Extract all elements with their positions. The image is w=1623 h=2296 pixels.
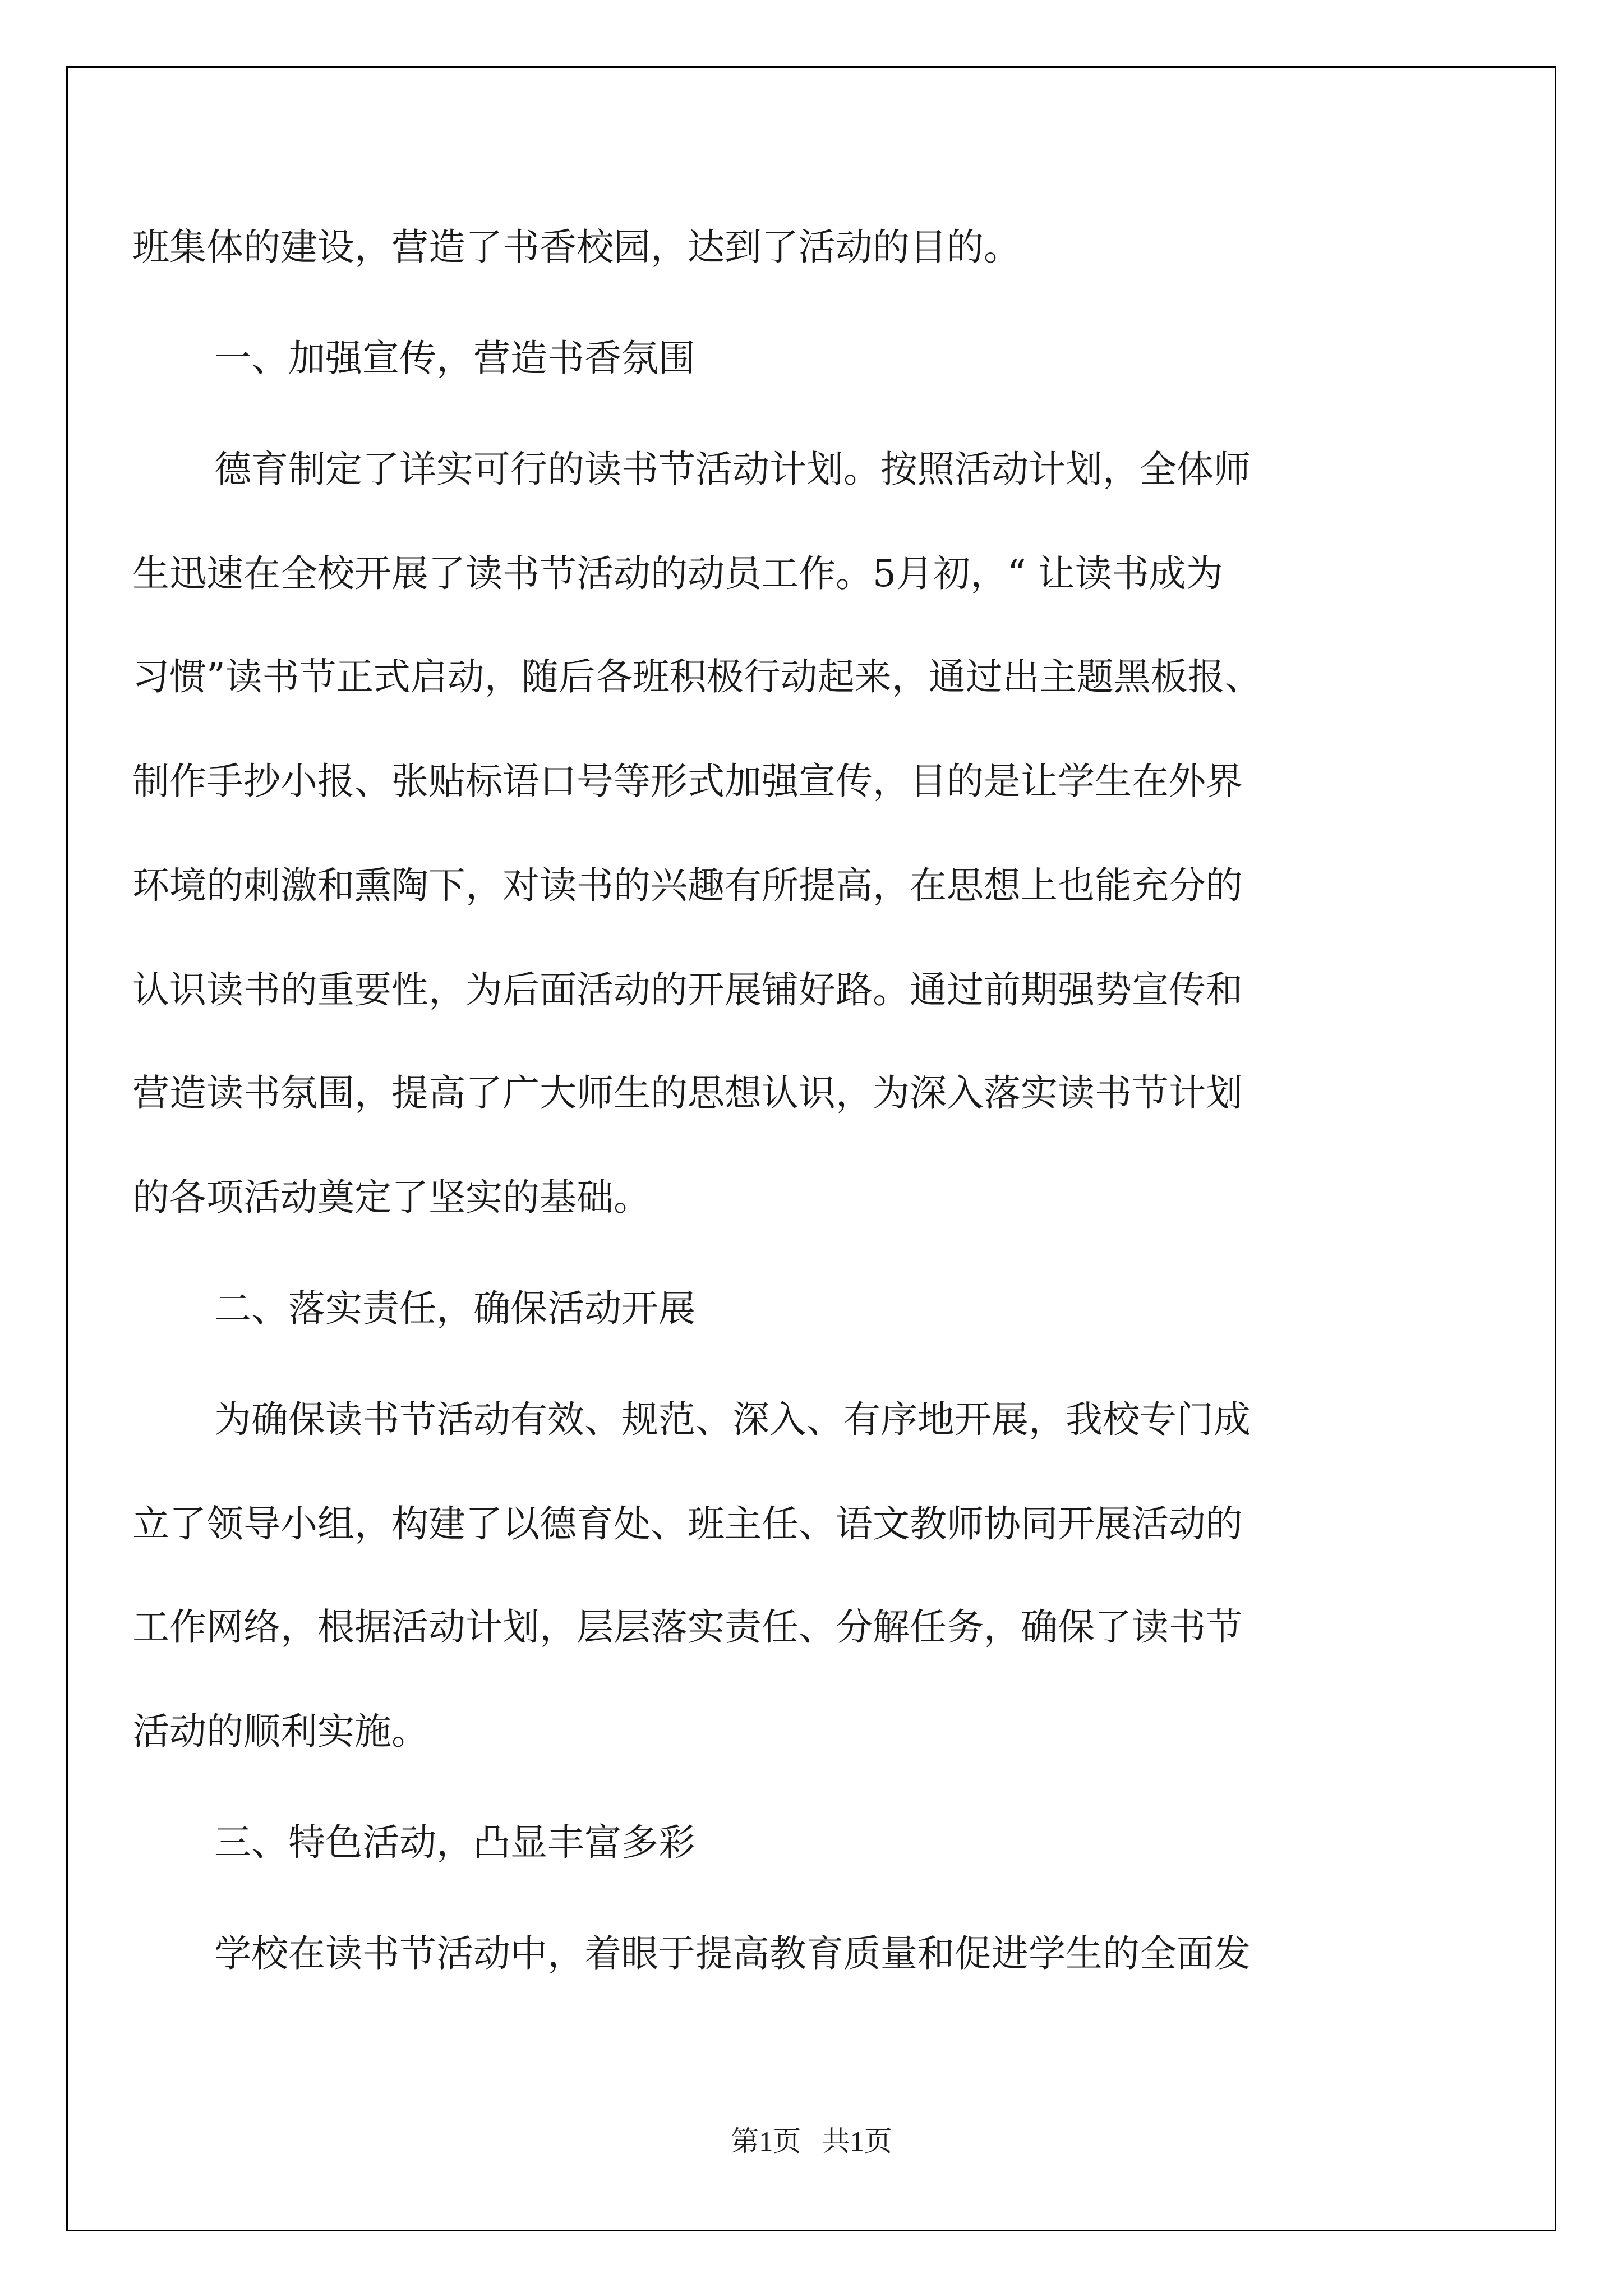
text-line: 活动的顺利实施。 [132,1710,428,1753]
section-heading: 二、落实责任，确保活动开展 [214,1287,695,1330]
text-line: 工作网络，根据活动计划，层层落实责任、分解任务，确保了读书节 [132,1605,1243,1649]
text-line: 生迅速在全校开展了读书节活动的动员工作。5月初，“ 让读书成为 [132,552,1223,595]
text-line: 环境的刺激和熏陶下，对读书的兴趣有所提高，在思想上也能充分的 [132,864,1243,907]
paragraph-first-line: 学校在读书节活动中，着眼于提高教育质量和促进学生的全面发 [214,1932,1251,1975]
text-line: 班集体的建设，营造了书香校园，达到了活动的目的。 [132,226,1021,269]
section-heading: 三、特色活动，凸显丰富多彩 [214,1821,695,1864]
paragraph-first-line: 为确保读书节活动有效、规范、深入、有序地开展，我校专门成 [214,1398,1251,1441]
text-line: 认识读书的重要性，为后面活动的开展铺好路。通过前期强势宣传和 [132,968,1243,1011]
text-line: 习惯”读书节正式启动，随后各班积极行动起来，通过出主题黑板报、 [132,655,1262,698]
section-heading: 一、加强宣传，营造书香氛围 [214,337,695,380]
text-line: 的各项活动奠定了坚实的基础。 [132,1176,651,1219]
text-line: 制作手抄小报、张贴标语口号等形式加强宣传，目的是让学生在外界 [132,760,1243,803]
text-line: 营造读书氛围，提高了广大师生的思想认识，为深入落实读书节计划 [132,1071,1243,1115]
text-line: 立了领导小组，构建了以德育处、班主任、语文教师协同开展活动的 [132,1502,1243,1545]
page-border [66,66,1556,2231]
paragraph-first-line: 德育制定了详实可行的读书节活动计划。按照活动计划，全体师 [214,448,1251,491]
page-number-footer: 第1页 共1页 [731,2125,892,2157]
